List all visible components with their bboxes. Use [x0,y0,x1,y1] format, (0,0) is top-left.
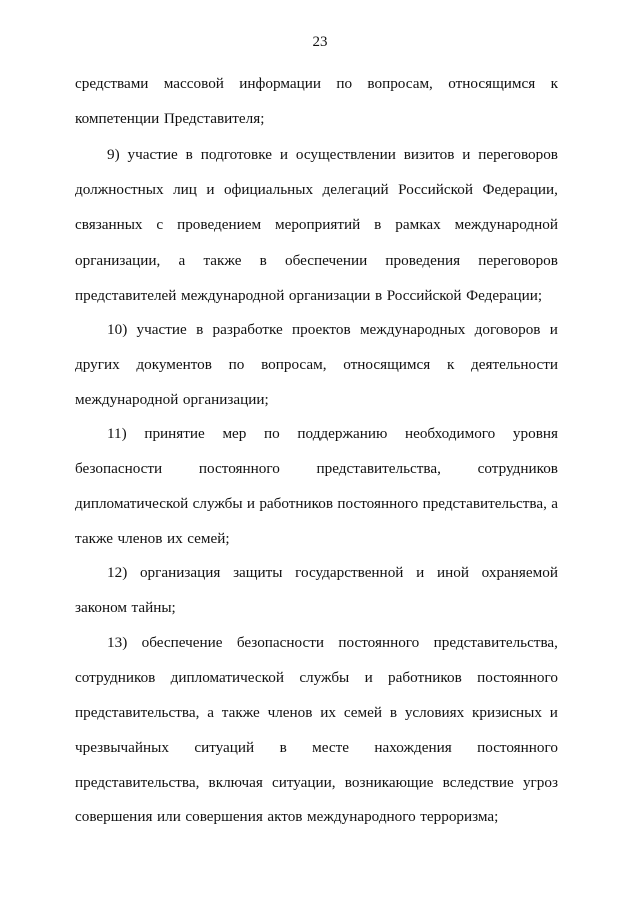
text-line [107,424,558,444]
word: и [246,495,256,512]
word: 12) [107,564,128,581]
word: службы [299,669,350,686]
text-line [75,459,558,479]
word: угроз [522,774,558,791]
word: обеспечение [141,634,223,651]
word: безопасности [75,460,163,477]
word: международной [454,216,558,233]
word: представительства, [433,634,558,651]
word: уровня [512,425,558,442]
text-line [75,215,558,235]
text-line [75,807,558,827]
word: принятие [144,425,205,442]
word: дипломатической [75,495,189,512]
text-line [75,355,558,375]
word: безопасности [236,634,325,651]
word: делегаций [322,181,389,198]
word: участие [127,146,178,163]
word: вопросам, [261,356,327,373]
word: организации, [75,252,161,269]
page-number: 23 [312,34,328,50]
word: а [551,495,558,512]
word: деятельности [471,356,558,373]
word: также [221,704,260,721]
word: кризисных [472,704,542,721]
word: и [549,321,558,338]
text-line [75,494,558,514]
word: международного [307,808,416,825]
word: представительства, [75,704,200,721]
word: чрезвычайных [75,739,169,756]
word: с [156,216,164,233]
word: официальных [223,181,314,198]
word: законом [75,599,127,616]
word: переговоров [478,252,558,269]
word: в [374,216,382,233]
word: нахождения [374,739,452,756]
word: терроризма; [420,808,499,825]
word: международной [180,287,285,304]
word: других [75,356,120,373]
word: международных [359,321,466,338]
word: а [207,704,214,721]
word: вопросам, [367,75,433,92]
word: сотрудников [75,669,156,686]
word: необходимого [404,425,496,442]
word: работников [259,495,334,512]
text-line [75,109,558,129]
word: и [416,564,425,581]
word: организация [139,564,221,581]
word: ситуации, [271,774,336,791]
text-line [75,286,558,306]
word: также [203,252,242,269]
word: постоянного [198,460,280,477]
text-line [75,598,558,618]
word: или [156,808,181,825]
text-line [75,74,558,94]
word: международной [75,391,179,408]
word: актов [267,808,303,825]
text-line [75,529,558,549]
word: осуществлении [295,146,396,163]
text-line [75,738,558,758]
text-line [107,563,558,583]
word: возникающие [344,774,434,791]
word: средствами [75,75,149,92]
word: мер [222,425,247,442]
word: должностных [75,181,164,198]
word: в [279,739,287,756]
word: представительства, [422,495,547,512]
word: к [446,356,455,373]
word: также [75,530,113,547]
word: в [374,287,383,304]
word: охраняемой [481,564,558,581]
word: к [550,75,558,92]
word: документов [136,356,212,373]
word: визитов [403,146,455,163]
word: в [259,252,267,269]
word: информации [239,75,321,92]
word: подготовке [200,146,272,163]
word: вследствие [442,774,514,791]
word: Федерации, [482,181,558,198]
word: семей; [187,530,230,547]
word: организации [288,287,371,304]
word: совершения [75,808,153,825]
word: и [279,146,288,163]
word: защиты [233,564,283,581]
word: по [228,356,245,373]
word: проведения [385,252,461,269]
word: связанных [75,216,143,233]
word: совершения [185,808,263,825]
word: условиях [404,704,465,721]
word: 9) [107,146,120,163]
word: дипломатической [170,669,284,686]
word: работников [388,669,462,686]
text-line [75,703,558,723]
word: а [178,252,186,269]
word: иной [436,564,469,581]
word: постоянного [337,495,419,512]
word: участие [136,321,187,338]
word: относящимся [448,75,536,92]
word: проектов [292,321,351,338]
word: в [185,146,193,163]
word: государственной [295,564,404,581]
word: мероприятий [274,216,361,233]
word: их [320,704,337,721]
word: сотрудников [477,460,558,477]
word: постоянного [477,739,558,756]
word: лиц [173,181,197,198]
word: и [206,181,215,198]
word: проведением [177,216,262,233]
word: Российской [386,287,462,304]
word: рамках [395,216,441,233]
word: договоров [474,321,541,338]
word: 10) [107,321,128,338]
text-line [75,180,558,200]
word: месте [312,739,349,756]
text-line [107,320,558,340]
word: обеспечении [285,252,368,269]
word: представительства, [316,460,441,477]
word: в [389,704,397,721]
word: постоянного [477,669,558,686]
word: их [166,530,183,547]
text-line [107,145,558,165]
word: по [336,75,353,92]
text-line [107,633,558,653]
word: и [462,146,471,163]
word: и [364,669,373,686]
word: относящимся [343,356,431,373]
text-line [75,773,558,793]
word: тайны; [131,599,176,616]
text-line [75,251,558,271]
word: Российской [398,181,473,198]
word: представительства, [75,774,200,791]
word: по [264,425,280,442]
word: организации; [182,391,269,408]
word: компетенции [75,110,160,127]
word: в [196,321,204,338]
word: и [549,704,558,721]
word: Представителя; [163,110,265,127]
word: разработке [212,321,283,338]
word: представителей [75,287,177,304]
word: 11) [107,425,127,442]
text-line [75,390,558,410]
word: массовой [163,75,224,92]
word: поддержанию [297,425,388,442]
word: службы [192,495,243,512]
word: переговоров [478,146,558,163]
word: Федерации; [466,287,543,304]
word: ситуаций [194,739,255,756]
word: членов [117,530,163,547]
word: членов [267,704,313,721]
word: 13) [107,634,128,651]
word: включая [208,774,263,791]
word: семей [343,704,382,721]
text-line [75,668,558,688]
word: постоянного [338,634,420,651]
